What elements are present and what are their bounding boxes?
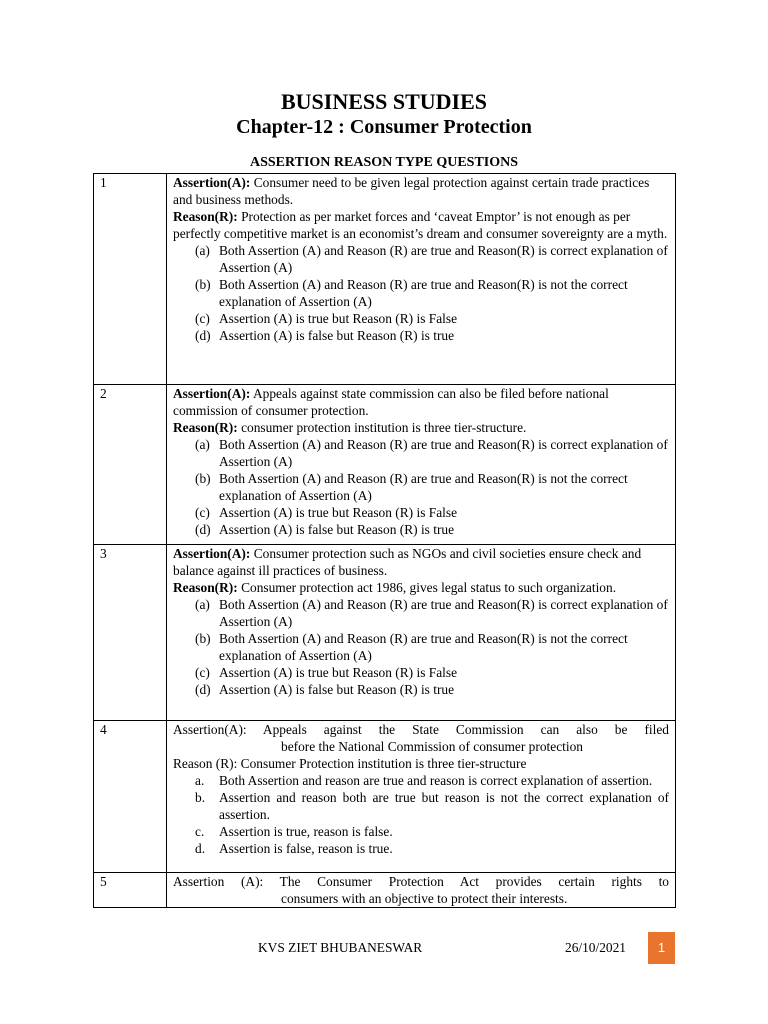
reason <box>173 579 669 596</box>
option-marker: (c) <box>195 665 210 680</box>
table-row <box>94 873 676 908</box>
assertion: Assertion (A): The Consumer Protection Act provides certain rights to <box>173 874 669 889</box>
options-list <box>173 436 669 538</box>
option-marker: (b) <box>195 277 211 292</box>
assertion-label: Assertion(A): <box>173 546 251 561</box>
option <box>173 772 669 789</box>
assertion <box>173 174 669 208</box>
option-text: Assertion (A) is false but Reason (R) is true <box>219 328 455 343</box>
chapter-title: Chapter-12 : Consumer Protection <box>236 116 532 138</box>
option <box>173 596 669 630</box>
option <box>173 664 669 681</box>
options-list <box>173 242 669 344</box>
reason: Reason (R): Consumer Protection institution is three tier-structure <box>173 756 527 771</box>
option <box>173 521 669 538</box>
option-marker: (c) <box>195 311 210 326</box>
table-row <box>94 545 676 721</box>
reason-text: consumer protection institution is three tier-structure. <box>237 420 527 435</box>
questions-table <box>93 173 676 908</box>
assertion-label: Assertion(A): <box>173 386 251 401</box>
option-marker: d. <box>195 841 206 856</box>
option-text: Assertion (A) is false but Reason (R) is true <box>219 682 455 697</box>
reason-label: Reason(R): <box>173 580 238 595</box>
footer-org: KVS ZIET BHUBANESWAR <box>258 940 423 955</box>
option-text: Both Assertion (A) and Reason (R) are true and Reason(R) is correct explanation of Assertion (A) <box>219 597 668 629</box>
question-body <box>167 721 676 873</box>
options-list <box>173 772 669 857</box>
option <box>173 327 669 344</box>
option-text: Assertion (A) is false but Reason (R) is true <box>219 522 455 537</box>
assertion-continued: before the National Commission of consumer protection <box>281 739 583 754</box>
option-marker: (a) <box>195 437 210 452</box>
option-marker: c. <box>195 824 205 839</box>
option-marker: (d) <box>195 328 211 343</box>
question-body <box>167 385 676 545</box>
section-heading: ASSERTION REASON TYPE QUESTIONS <box>249 155 519 170</box>
option-text: Assertion is true, reason is false. <box>219 824 393 839</box>
option <box>173 630 669 664</box>
option <box>173 436 669 470</box>
table-row <box>94 174 676 385</box>
option-marker: (b) <box>195 631 211 646</box>
option-text: Assertion (A) is true but Reason (R) is False <box>219 505 458 520</box>
option <box>173 310 669 327</box>
option-text: Both Assertion (A) and Reason (R) are true and Reason(R) is correct explanation of Assertion (A) <box>219 437 668 469</box>
assertion-continued: consumers with an objective to protect their interests. <box>281 891 568 906</box>
footer-date: 26/10/2021 <box>565 940 627 955</box>
option-marker: (d) <box>195 522 211 537</box>
option <box>173 823 669 840</box>
option-marker: (a) <box>195 243 210 258</box>
option <box>173 276 669 310</box>
option <box>173 840 669 857</box>
question-number: 5 <box>94 873 167 908</box>
option-marker: b. <box>195 790 206 805</box>
reason-label: Reason(R): <box>173 209 238 224</box>
question-number: 3 <box>94 545 167 721</box>
question-number: 2 <box>94 385 167 545</box>
reason <box>173 419 669 436</box>
option <box>173 242 669 276</box>
table-row <box>94 721 676 873</box>
assertion-label: Assertion(A): <box>173 175 251 190</box>
reason-text: Consumer protection act 1986, gives legal status to such organization. <box>237 580 617 595</box>
option <box>173 789 669 823</box>
question-body <box>167 545 676 721</box>
assertion-text: Consumer protection such as NGOs and civil societies ensure check and balance against ill practices of business. <box>173 546 642 578</box>
option-text: Both Assertion (A) and Reason (R) are true and Reason(R) is correct explanation of Assertion (A) <box>219 243 668 275</box>
reason <box>173 208 669 242</box>
option-text: Assertion is false, reason is true. <box>219 841 393 856</box>
option-text: Assertion (A) is true but Reason (R) is False <box>219 311 458 326</box>
assertion: Assertion(A): Appeals against the State Commission can also be filed <box>173 722 669 737</box>
page-number-badge: 1 <box>648 932 675 964</box>
option <box>173 681 669 698</box>
assertion-text: Consumer need to be given legal protection against certain trade practices and business methods. <box>173 175 650 207</box>
option-marker: a. <box>195 773 205 788</box>
question-number: 4 <box>94 721 167 873</box>
subject-title: BUSINESS STUDIES <box>280 89 488 114</box>
assertion-text: Appeals against state commission can also be filed before national commission of consumer protection. <box>173 386 609 418</box>
option-text: Both Assertion (A) and Reason (R) are true and Reason(R) is not the correct explanation of Assertion (A) <box>219 471 628 503</box>
option <box>173 504 669 521</box>
option-text: Assertion (A) is true but Reason (R) is False <box>219 665 458 680</box>
reason-label: Reason(R): <box>173 420 238 435</box>
option-marker: (d) <box>195 682 211 697</box>
option-text: Assertion and reason both are true but reason is not the correct explanation of assertion. <box>219 790 669 822</box>
question-body <box>167 174 676 385</box>
option-text: Both Assertion (A) and Reason (R) are true and Reason(R) is not the correct explanation of Assertion (A) <box>219 631 628 663</box>
option-marker: (c) <box>195 505 210 520</box>
option <box>173 470 669 504</box>
reason-text: Protection as per market forces and ‘caveat Emptor’ is not enough as per perfectly competitive market is an economist’s dream and consumer sovereignty are a myth. <box>173 209 668 241</box>
option-marker: (b) <box>195 471 211 486</box>
assertion <box>173 545 669 579</box>
options-list <box>173 596 669 698</box>
table-row <box>94 385 676 545</box>
option-marker: (a) <box>195 597 210 612</box>
assertion <box>173 385 669 419</box>
option-text: Both Assertion and reason are true and reason is correct explanation of assertion. <box>219 773 653 788</box>
question-body <box>167 873 676 908</box>
question-number: 1 <box>94 174 167 385</box>
option-text: Both Assertion (A) and Reason (R) are true and Reason(R) is not the correct explanation of Assertion (A) <box>219 277 628 309</box>
